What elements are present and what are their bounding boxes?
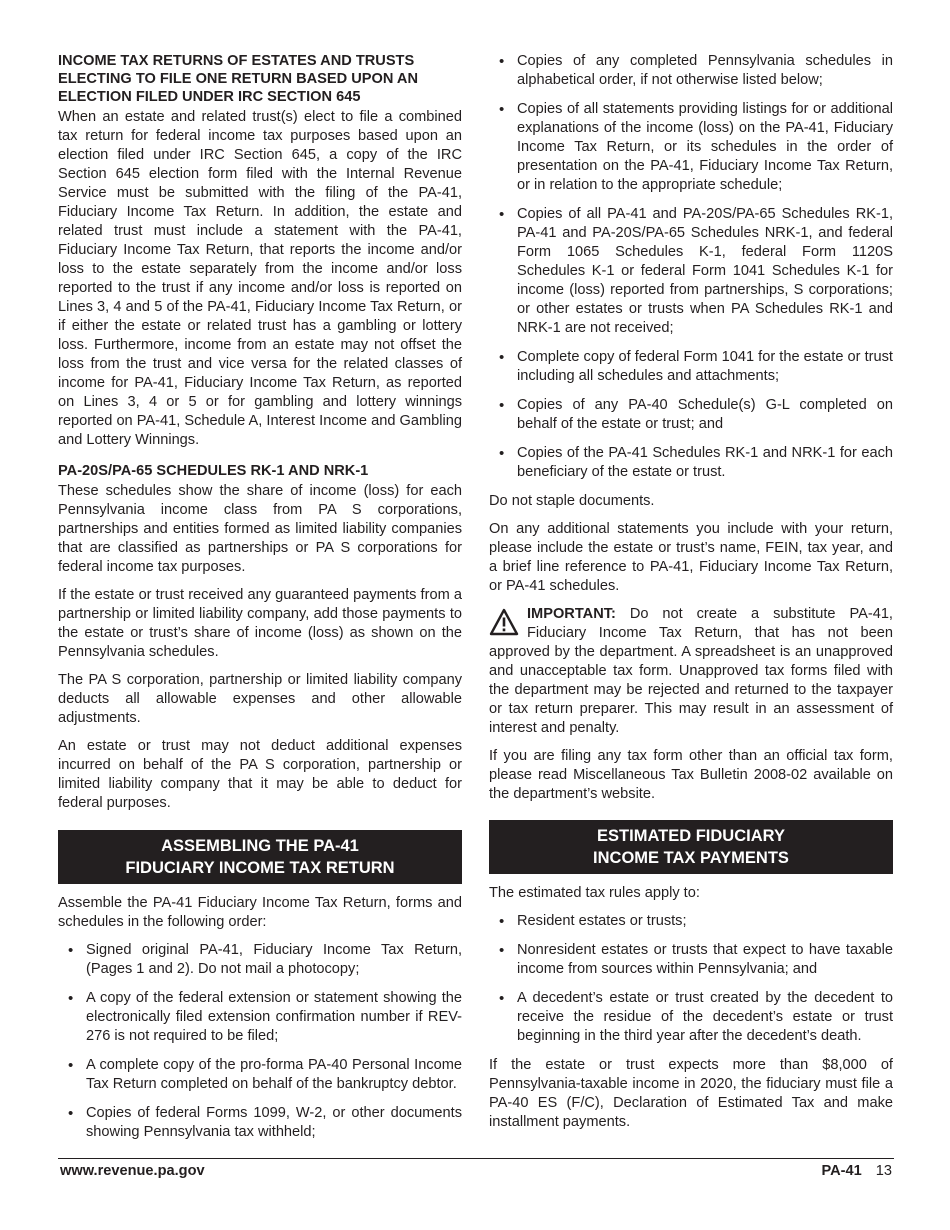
estimated-payments-banner	[489, 820, 893, 874]
assembling-banner-line-2: FIDUCIARY INCOME TAX RETURN	[125, 859, 395, 877]
list-item: • Signed original PA-41, Fiduciary Income Tax Return, (Pages 1 and 2). Do not mail a photocopy;	[58, 941, 462, 979]
assembling-list	[58, 941, 462, 1142]
estimated-banner-line-2: INCOME TAX PAYMENTS	[593, 849, 789, 867]
list-item: • Copies of the PA-41 Schedules RK-1 and NRK-1 for each beneficiary of the estate or trust.	[489, 444, 893, 482]
right-column	[489, 52, 893, 1141]
estimated-closing-paragraph: If the estate or trust expects more than $8,000 of Pennsylvania-taxable income in 2020, the fiduciary must file a PA-40 ES (F/C), Declaration of Estimated Tax and make installment payments.	[489, 1057, 893, 1130]
no-staple-note: Do not staple documents.	[489, 493, 655, 509]
estimated-banner-line-1: ESTIMATED FIDUCIARY	[597, 827, 785, 845]
assembling-banner-line-1: ASSEMBLING THE PA-41	[161, 837, 359, 855]
footer-url[interactable]: www.revenue.pa.gov	[60, 1163, 205, 1179]
list-item: • Nonresident estates or trusts that expect to have taxable income from sources within Pennsylvania; and	[489, 941, 893, 979]
additional-statements-paragraph: On any additional statements you include with your return, please include the estate or trust’s name, FEIN, tax year, and a brief line reference to PA-41, Fiduciary Income Tax Return, or PA-41 schedules.	[489, 521, 893, 594]
bulletin-paragraph: If you are filing any tax form other than an official tax form, please read Miscellaneous Tax Bulletin 2008-02 available on the department’s website.	[489, 748, 893, 802]
assembling-banner	[58, 830, 462, 884]
section-heading-irc-645: INCOME TAX RETURNS OF ESTATES AND TRUSTS ELECTING TO FILE ONE RETURN BASED UPON AN ELECTION FILED UNDER IRC SECTION 645	[58, 53, 418, 105]
footer-page-info	[821, 1161, 892, 1181]
list-item: • Resident estates or trusts;	[489, 912, 893, 931]
page-footer	[58, 1158, 894, 1179]
estimated-list	[489, 912, 893, 1046]
list-item: • A decedent’s estate or trust created by the decedent to receive the residue of the decedent’s estate or trust beginning in the third year after the decedent’s death.	[489, 989, 893, 1046]
rk1-paragraph-2: If the estate or trust received any guaranteed payments from a partnership or limited liability company, add those payments to the estate or trust’s share of income (loss) as shown on the Pennsylvania schedules.	[58, 587, 462, 660]
list-item: • Copies of all statements providing listings for or additional explanations of the income (loss) on the PA-41, Fiduciary Income Tax Return, or its schedules in the order of presentation on the PA-41, Fiduciary Income Tax Return, or in relation to the appropriate schedule;	[489, 100, 893, 195]
footer-form-name: PA-41	[821, 1163, 862, 1179]
warning-triangle-icon	[489, 607, 519, 637]
irc-645-paragraph: When an estate and related trust(s) elect to file a combined tax return for federal income tax purposes based upon an election filed under IRC Section 645, a copy of the IRC Section 645 election form filed with the Internal Revenue Service must be submitted with the filing of the PA-41, Fiduciary Income Tax Return. In addition, the estate and related trust must include a statement with the PA-41, Fiduciary Income Tax Return, that reports the income and/or loss to the estate separately from the income and/or loss reported to the trust if any income and/or loss is reported on Lines 3, 4 and 5 of the PA-41, Fiduciary Income Tax Return, or if either the estate or related trust has a gambling or lottery loss. Furthermore, income from an estate may not offset the loss from the trust and vice versa for the related classes of income for PA-41, Fiduciary Income Tax Return, as reported on Lines 3, 4 or 5 or for gambling and lottery winnings reported on PA-41, Schedule A, Interest Income and Gambling and Lottery Winnings.	[58, 109, 462, 448]
assembling-intro: Assemble the PA-41 Fiduciary Income Tax Return, forms and schedules in the following order:	[58, 895, 462, 930]
rk1-paragraph-3: The PA S corporation, partnership or limited liability company deducts all allowable expenses and other allowable adjustments.	[58, 672, 462, 726]
left-column	[58, 52, 462, 1152]
list-item: • A copy of the federal extension or statement showing the electronically filed extension confirmation number if REV-276 is not required to be filed;	[58, 989, 462, 1046]
rk1-paragraph-4: An estate or trust may not deduct additional expenses incurred on behalf of the PA S corporation, partnership or limited liability company that it may be able to deduct for federal purposes.	[58, 738, 462, 811]
assembling-list-continued	[489, 52, 893, 482]
rk1-paragraph-1: These schedules show the share of income (loss) for each Pennsylvania income class from PA S corporations, partnerships and entities formed as limited liability companies that are classified as partnerships or PA S corporations for federal income tax purposes.	[58, 483, 462, 575]
section-heading-rk1-nrk1: PA-20S/PA-65 SCHEDULES RK-1 AND NRK-1	[58, 463, 369, 479]
list-item: • Copies of federal Forms 1099, W-2, or other documents showing Pennsylvania tax withheld;	[58, 1104, 462, 1142]
list-item: • Copies of any PA-40 Schedule(s) G-L completed on behalf of the estate or trust; and	[489, 396, 893, 434]
list-item: • Copies of all PA-41 and PA-20S/PA-65 Schedules RK-1, PA-41 and PA-20S/PA-65 Schedules NRK-1, and federal Form 1065 Schedules K-1, federal Form 1120S Schedules K-1 or federal Form 1041 Schedules K-1 for income (loss) reported from partnerships, S corporations; or other estates or trusts when PA Schedules RK-1 and NRK-1 are not received;	[489, 205, 893, 338]
important-notice	[489, 605, 893, 738]
important-label: IMPORTANT:	[527, 606, 616, 622]
estimated-intro: The estimated tax rules apply to:	[489, 885, 700, 901]
list-item: • A complete copy of the pro-forma PA-40 Personal Income Tax Return completed on behalf of the bankruptcy debtor.	[58, 1056, 462, 1094]
important-text: Do not create a substitute PA-41, Fiduciary Income Tax Return, that has not been approved by the department. A spreadsheet is an unapproved and unacceptable tax form. Unapproved tax forms filed with the department may be rejected and returned to the taxpayer or tax return preparer. This may result in an assessment of interest and penalty.	[489, 606, 893, 736]
list-item: • Copies of any completed Pennsylvania schedules in alphabetical order, if not otherwise listed below;	[489, 52, 893, 90]
page-number: 13	[875, 1163, 892, 1179]
list-item: • Complete copy of federal Form 1041 for the estate or trust including all schedules and attachments;	[489, 348, 893, 386]
